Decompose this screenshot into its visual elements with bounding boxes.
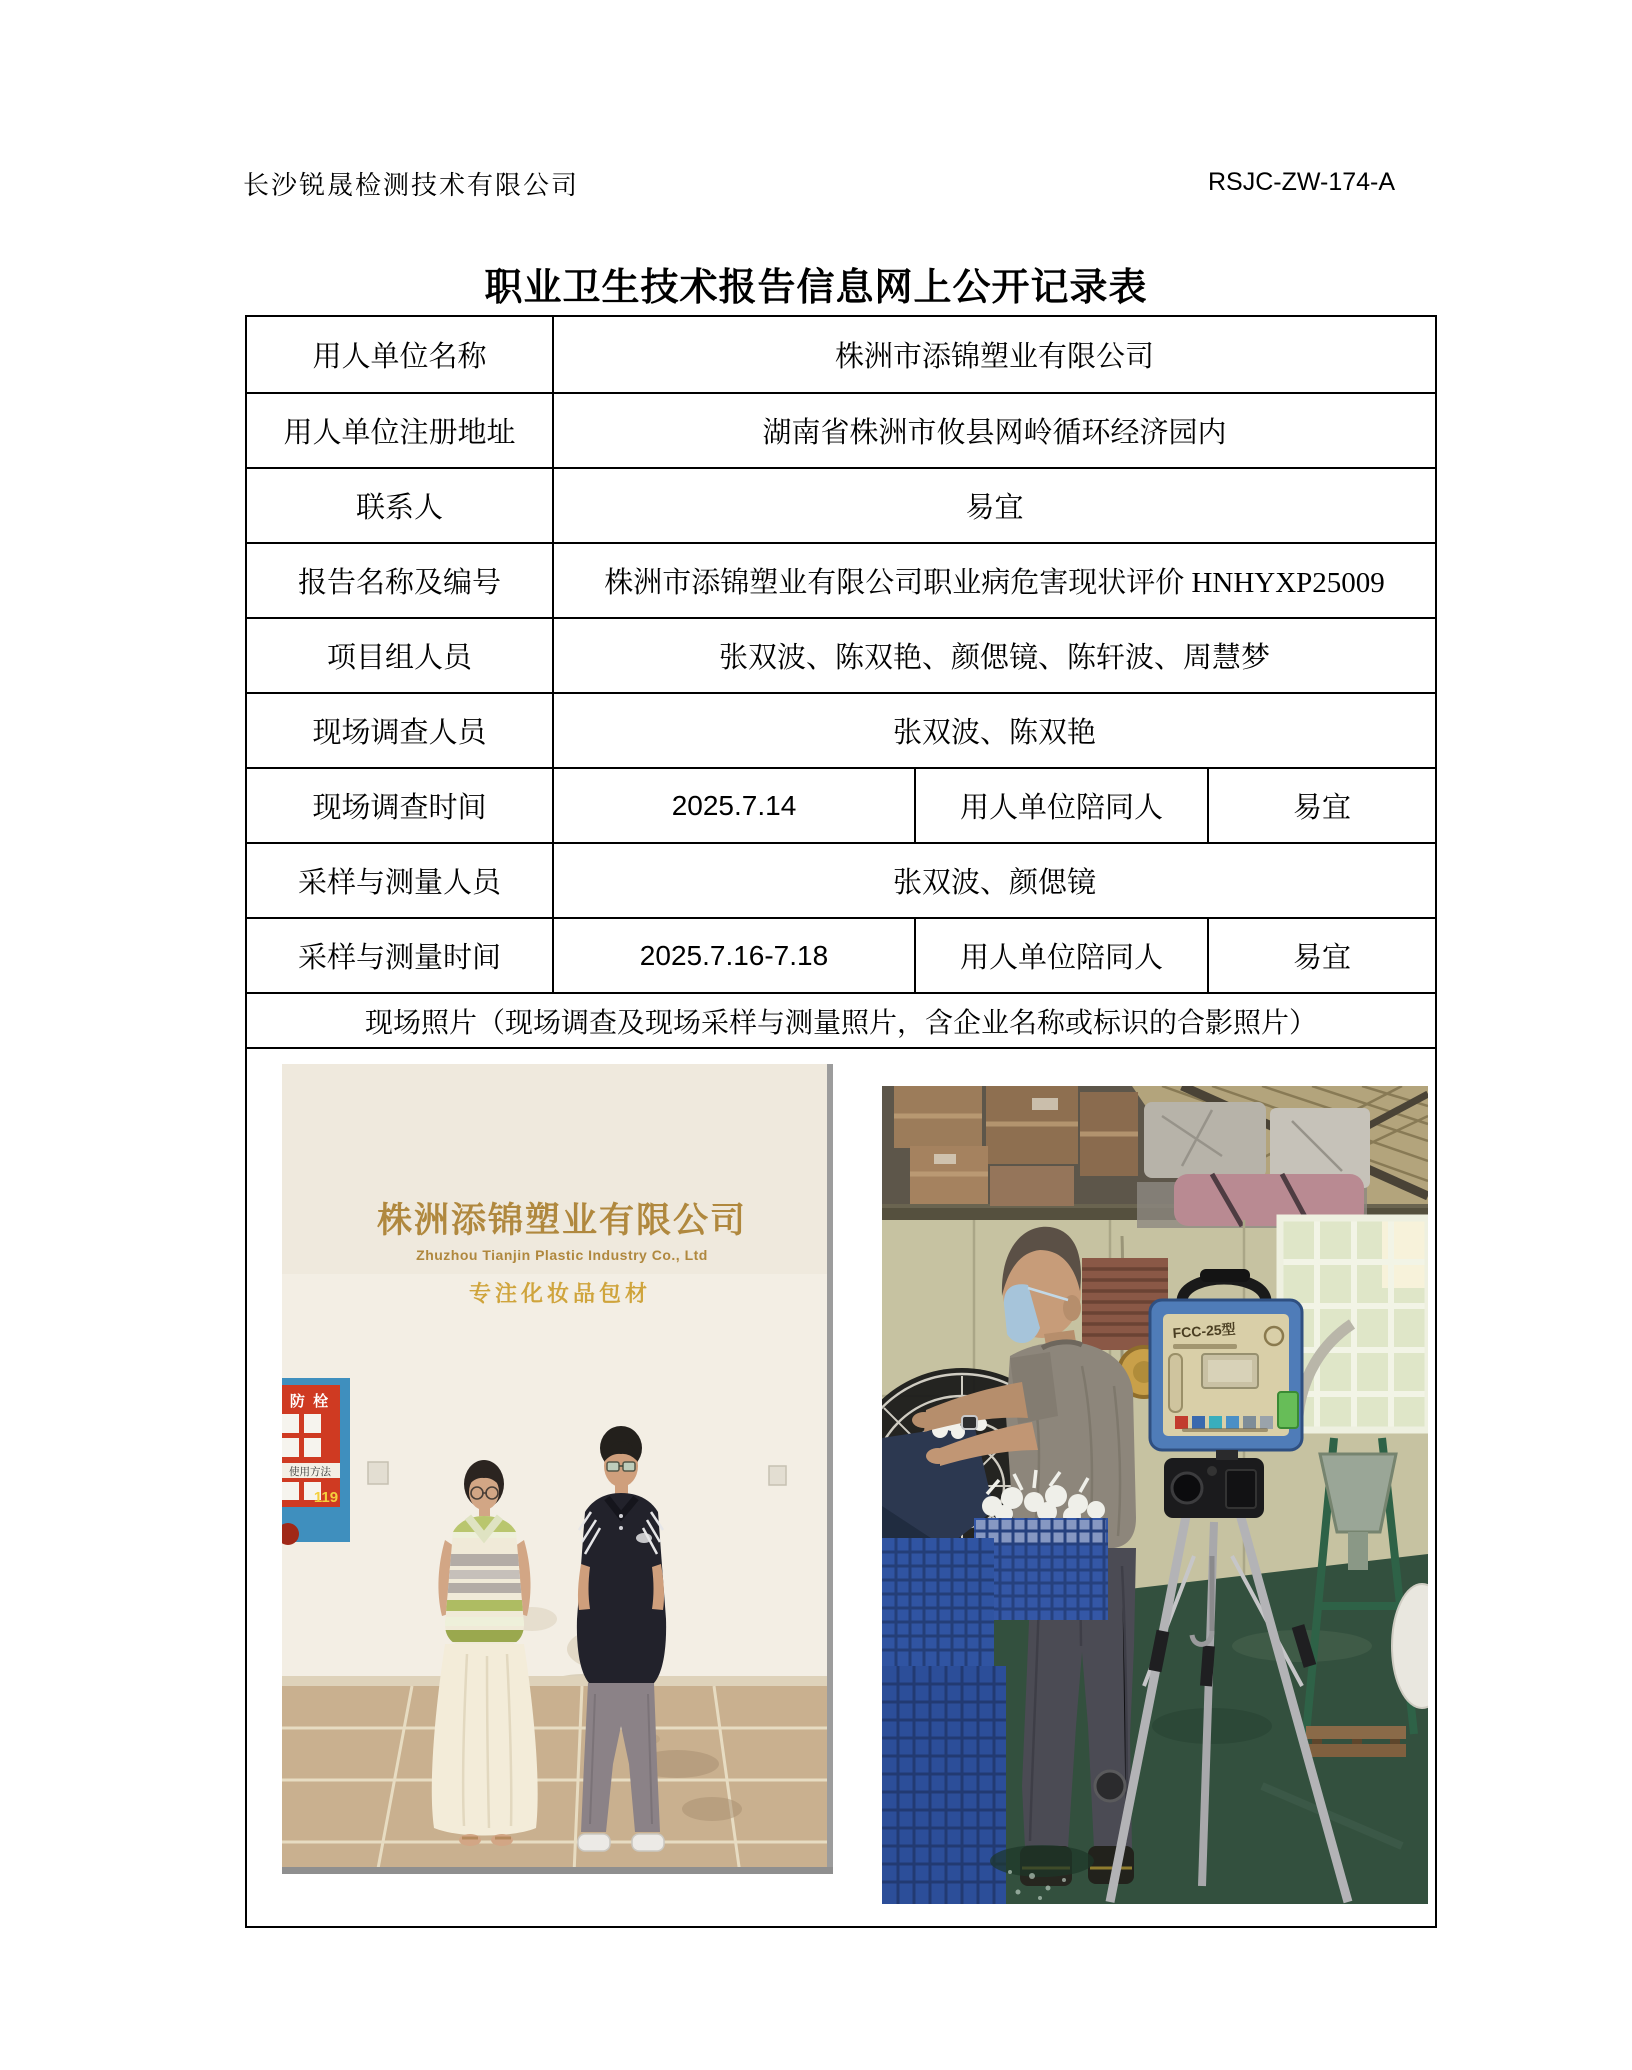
- photo-workshop-sampling: [882, 1086, 1428, 1904]
- row-date-value: 2025.7.16-7.18: [552, 919, 914, 992]
- wrapped-bundles: [1137, 1102, 1370, 1228]
- row-value-secondary: 易宜: [1207, 919, 1435, 992]
- table-row: [247, 917, 1435, 992]
- row-value: 株洲市添锦塑业有限公司: [552, 317, 1435, 392]
- page-title: 职业卫生技术报告信息网上公开记录表: [484, 267, 1148, 309]
- row-label: 现场调查人员: [312, 717, 487, 749]
- company-sign-slogan: 专注化妆品包材: [468, 1281, 652, 1306]
- svg-text:防 栓: 防 栓: [289, 1393, 331, 1410]
- record-table: [245, 315, 1437, 1928]
- row-label: 联系人: [355, 492, 443, 524]
- row-label: 报告名称及编号: [297, 567, 501, 599]
- row-label-secondary: 用人单位陪同人: [914, 769, 1207, 842]
- table-row: [247, 392, 1435, 467]
- row-label: 采样与测量时间: [297, 942, 501, 974]
- row-label: 采样与测量人员: [297, 867, 501, 899]
- wall-switch: [368, 1462, 388, 1484]
- photo-company-sign-group: [282, 1064, 833, 1874]
- row-value: 张双波、颜偲镜: [552, 844, 1435, 917]
- row-label: 用人单位注册地址: [283, 417, 516, 449]
- row-label: 用人单位名称: [312, 341, 487, 373]
- row-date-value: 2025.7.14: [552, 769, 914, 842]
- company-sign-cn: 株洲添锦塑业有限公司: [376, 1201, 748, 1240]
- row-value-secondary: 易宜: [1207, 769, 1435, 842]
- row-value: 株洲市添锦塑业有限公司职业病危害现状评价 HNHYXP25009: [552, 544, 1435, 617]
- svg-text:使用方法: 使用方法: [289, 1466, 331, 1478]
- wood-pallet: [1306, 1726, 1406, 1757]
- row-label: 项目组人员: [326, 642, 472, 674]
- instrument-label: FCC-25型: [1172, 1320, 1237, 1341]
- row-value: 易宜: [552, 469, 1435, 542]
- table-row: [247, 317, 1435, 392]
- row-value: 湖南省株洲市攸县网岭循环经济园内: [552, 394, 1435, 467]
- company-sign-en: Zhuzhou Tianjin Plastic Industry Co., Ltd: [416, 1247, 708, 1263]
- row-value: 张双波、陈双艳、颜偲镜、陈轩波、周慧梦: [552, 619, 1435, 692]
- header-company-name: 长沙锐晟检测技术有限公司: [243, 170, 580, 200]
- row-label: 现场调查时间: [312, 792, 487, 824]
- wall-switch: [769, 1466, 786, 1485]
- table-row: [247, 692, 1435, 767]
- photo-caption: 现场照片（现场调查及现场采样与测量照片，含企业名称或标识的合影照片）: [364, 1007, 1317, 1039]
- table-row: [247, 542, 1435, 617]
- table-row: [247, 767, 1435, 842]
- table-row: [247, 842, 1435, 917]
- row-label-secondary: 用人单位陪同人: [914, 919, 1207, 992]
- row-value: 张双波、陈双艳: [552, 694, 1435, 767]
- svg-text:119: 119: [313, 1489, 339, 1506]
- table-row: [247, 617, 1435, 692]
- fire-hydrant-poster: [282, 1378, 350, 1542]
- header-doc-code: RSJC-ZW-174-A: [1208, 168, 1396, 196]
- table-row: [247, 467, 1435, 542]
- photo-area: [247, 1047, 1435, 1926]
- photo-caption-row: [247, 992, 1435, 1047]
